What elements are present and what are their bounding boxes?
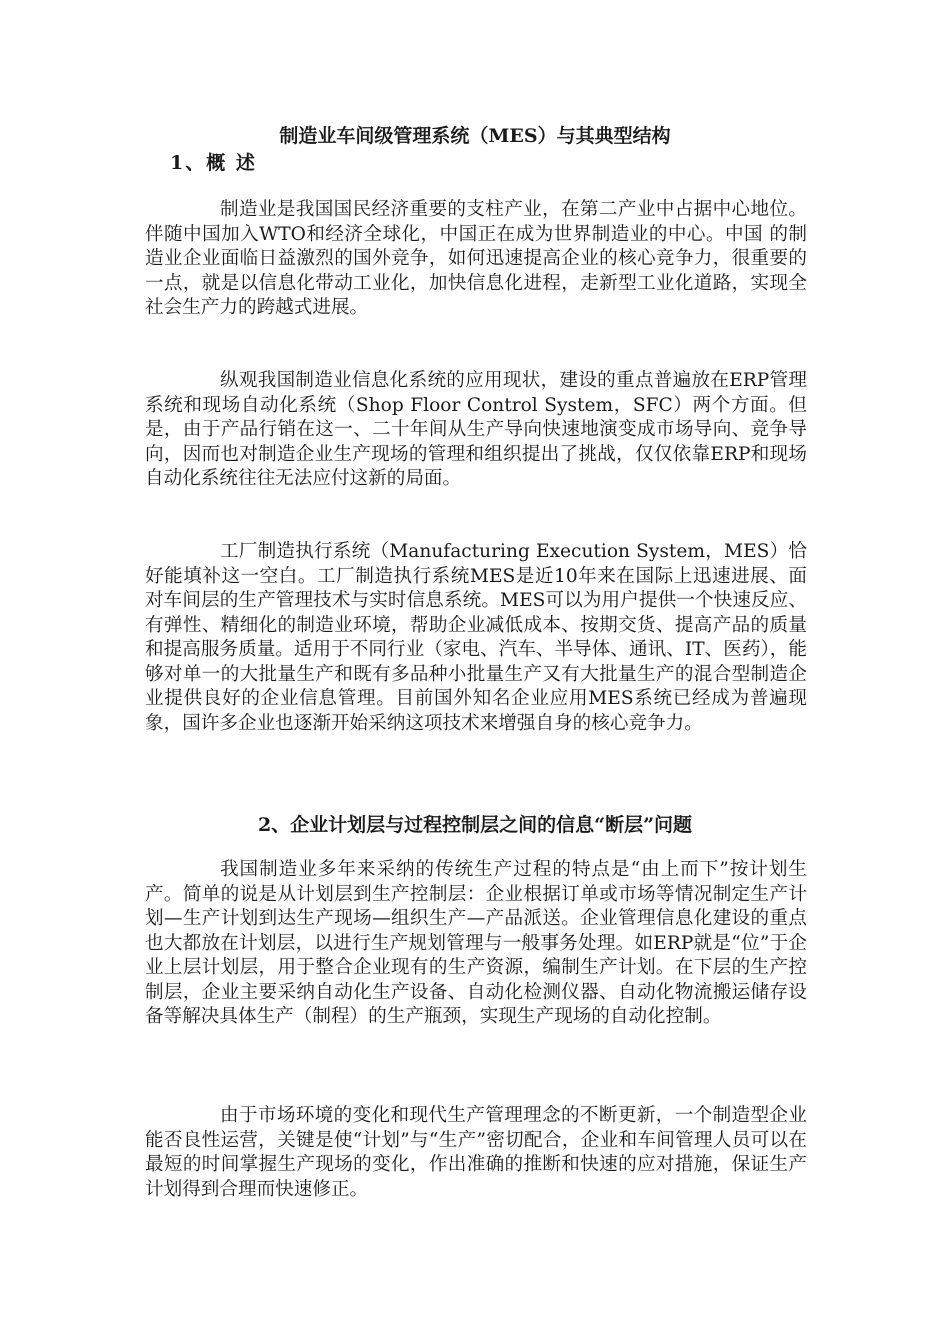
paragraph: 我国制造业多年来采纳的传统生产过程的特点是“由上而下”按计划生产。简单的说是从计划层到生产控制层：企业根据订单或市场等情况制定生产计划—生产计划到达生产现场—组织生产—产品派送。企业管理信息化建设的重点也大都放在计划层，以进行生产规划管理与一般事务处理。如ERP就是“位”于企业上层计划层，用于整合企业现有的生产资源，编制生产计划。在下层的生产控制层，企业主要采纳自动化生产设备、自动化检测仪器、自动化物流搬运储存设备等解决具体生产（制程）的生产瓶颈，实现生产现场的自动化控制。 xyxy=(145,859,807,1027)
section-heading-overview: 1、概 述 xyxy=(170,152,257,174)
paragraph: 纵观我国制造业信息化系统的应用现状，建设的重点普遍放在ERP管理系统和现场自动化系统（Shop Floor Control System，SFC）两个方面。但是，由于产品行销在这一、二十年间从生产导向快速地演变成市场导向、竞争导向，因而也对制造企业生产现场的管理和组织提出了挑战，仅仅依靠ERP和现场自动化系统往往无法应付这新的局面。 xyxy=(145,370,807,489)
paragraph: 工厂制造执行系统（Manufacturing Execution System，MES）恰好能填补这一空白。工厂制造执行系统MES是近10年来在国际上迅速进展、面对车间层的生产管理技术与实时信息系统。MES可以为用户提供一个快速反应、有弹性、精细化的制造业环境，帮助企业减低成本、按期交货、提高产品的质量和提高服务质量。适用于不同行业（家电、汽车、半导体、通讯、IT、医药），能够对单一的大批量生产和既有多品种小批量生产又有大批量生产的混合型制造企业提供良好的企业信息管理。目前国外知名企业应用MES系统已经成为普遍现象，国许多企业也逐渐开始采纳这项技术来增强自身的核心竞争力。 xyxy=(145,541,807,734)
section-heading-information-gap: 2、企业计划层与过程控制层之间的信息“断层”问题 xyxy=(257,814,693,836)
paragraph: 制造业是我国国民经济重要的支柱产业，在第二产业中占据中心地位。伴随中国加入WTO和经济全球化，中国正在成为世界制造业的中心。中国 的制造业企业面临日益激烈的国外竞争，如何迅速提高企业的核心竞争力，很重要的一点，就是以信息化带动工业化，加快信息化进程，走新型工业化道路，实现全社会生产力的跨越式进展。 xyxy=(145,199,807,318)
paragraph: 由于市场环境的变化和现代生产管理理念的不断更新，一个制造型企业能否良性运营，关键是使“计划”与“生产”密切配合，企业和车间管理人员可以在最短的时间掌握生产现场的变化，作出准确的推断和快速的应对措施，保证生产计划得到合理而快速修正。 xyxy=(145,1105,807,1200)
document-title: 制造业车间级管理系统（MES）与其典型结构 xyxy=(279,125,671,147)
